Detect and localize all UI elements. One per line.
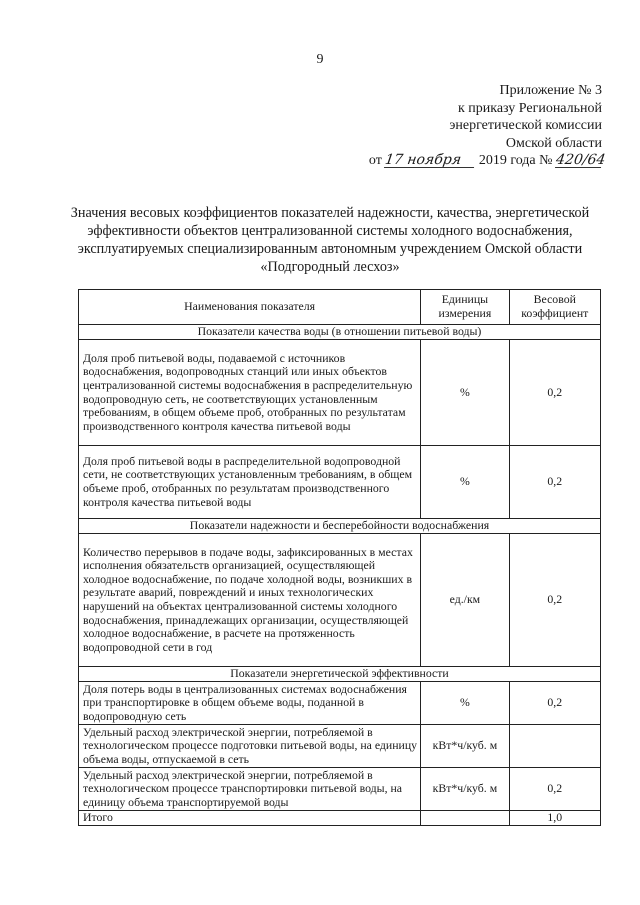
table-row bbox=[79, 446, 601, 519]
table-row bbox=[79, 725, 601, 768]
header-weight: Весовой коэффициент bbox=[509, 290, 600, 325]
appendix-line-1: Приложение № 3 bbox=[499, 83, 602, 98]
indicator-unit: ед./км bbox=[421, 534, 509, 667]
total-label: Итого bbox=[79, 811, 421, 826]
order-date-line bbox=[368, 152, 607, 170]
order-year: 2019 года № bbox=[478, 153, 553, 168]
indicator-name: Удельный расход электрической энергии, потребляемой в технологическом процессе подготовки питьевой воды, на единицу объема воды, отпускаемой в сеть bbox=[79, 725, 421, 768]
appendix-line-4: Омской области bbox=[505, 135, 602, 151]
indicator-weight bbox=[509, 725, 600, 768]
header-unit: Единицы измерения bbox=[421, 290, 509, 325]
table-header-row bbox=[79, 290, 601, 325]
total-unit bbox=[421, 811, 509, 826]
indicator-unit: % bbox=[421, 340, 509, 446]
indicator-weight: 0,2 bbox=[509, 446, 600, 519]
table-row bbox=[79, 768, 601, 811]
total-weight: 1,0 bbox=[509, 811, 600, 826]
page-number: 9 bbox=[316, 52, 324, 67]
section-header-row bbox=[79, 325, 601, 340]
section-header-row bbox=[79, 519, 601, 534]
indicator-name: Доля проб питьевой воды в распределительной водопроводной сети, не соответствующих установленным требованиям, в общем объеме проб, отобранных по результатам производственного контроля качества питьевой воды bbox=[79, 446, 421, 519]
handwritten-date: 17 ноября bbox=[384, 153, 476, 168]
indicator-weight: 0,2 bbox=[509, 768, 600, 811]
indicator-name: Доля проб питьевой воды, подаваемой с источников водоснабжения, водопроводных станций или иных объектов централизованной системы водоснабжения в распределительную водопроводную сеть, не соответствующих установленным требованиям, в общем объеме проб, отобранных по результатам производственного контроля качества питьевой воды bbox=[79, 340, 421, 446]
indicator-name: Доля потерь воды в централизованных системах водоснабжения при транспортировке в общем объеме воды, поданной в водопроводную сеть bbox=[79, 682, 421, 725]
appendix-block bbox=[368, 82, 607, 170]
indicator-weight: 0,2 bbox=[509, 534, 600, 667]
handwritten-order-number: 420/64 bbox=[554, 152, 607, 168]
indicator-weight: 0,2 bbox=[509, 682, 600, 725]
section-title: Показатели энергетической эффективности bbox=[79, 667, 601, 682]
indicator-weight: 0,2 bbox=[509, 340, 600, 446]
section-title: Показатели надежности и бесперебойности водоснабжения bbox=[79, 519, 601, 534]
table-row bbox=[79, 682, 601, 725]
table-row bbox=[79, 534, 601, 667]
indicator-unit: кВт*ч/куб. м bbox=[421, 725, 509, 768]
indicator-name: Количество перерывов в подаче воды, зафиксированных в местах исполнения обязательств организацией, осуществляющей холодное водоснабжение, по подаче холодной воды, возникших в результате аварий, повреждений и иных технологических нарушений на объектах централизованной системы холодного водоснабжения, принадлежащих организации, осуществляющей холодное водоснабжение, в расчете на протяженность водопроводной сети в год bbox=[79, 534, 421, 667]
indicator-unit: % bbox=[421, 682, 509, 725]
total-row bbox=[79, 811, 601, 826]
section-title: Показатели качества воды (в отношении питьевой воды) bbox=[79, 325, 601, 340]
coefficients-table bbox=[78, 289, 601, 826]
indicator-unit: кВт*ч/куб. м bbox=[421, 768, 509, 811]
document-title: Значения весовых коэффициентов показателей надежности, качества, энергетической эффективности объектов централизованной системы холодного водоснабжения, эксплуатируемых специализированным автономным учреждением Омской области «Подгородный лесхоз» bbox=[70, 205, 590, 275]
table-row bbox=[79, 340, 601, 446]
order-date-prefix: от bbox=[368, 153, 382, 168]
section-header-row bbox=[79, 667, 601, 682]
appendix-line-2: к приказу Региональной bbox=[457, 100, 602, 116]
header-indicator-name: Наименования показателя bbox=[79, 290, 421, 325]
appendix-line-3: энергетической комиссии bbox=[449, 118, 602, 133]
indicator-unit: % bbox=[421, 446, 509, 519]
indicator-name: Удельный расход электрической энергии, потребляемой в технологическом процессе транспортировки питьевой воды, на единицу объема транспортируемой воды bbox=[79, 768, 421, 811]
